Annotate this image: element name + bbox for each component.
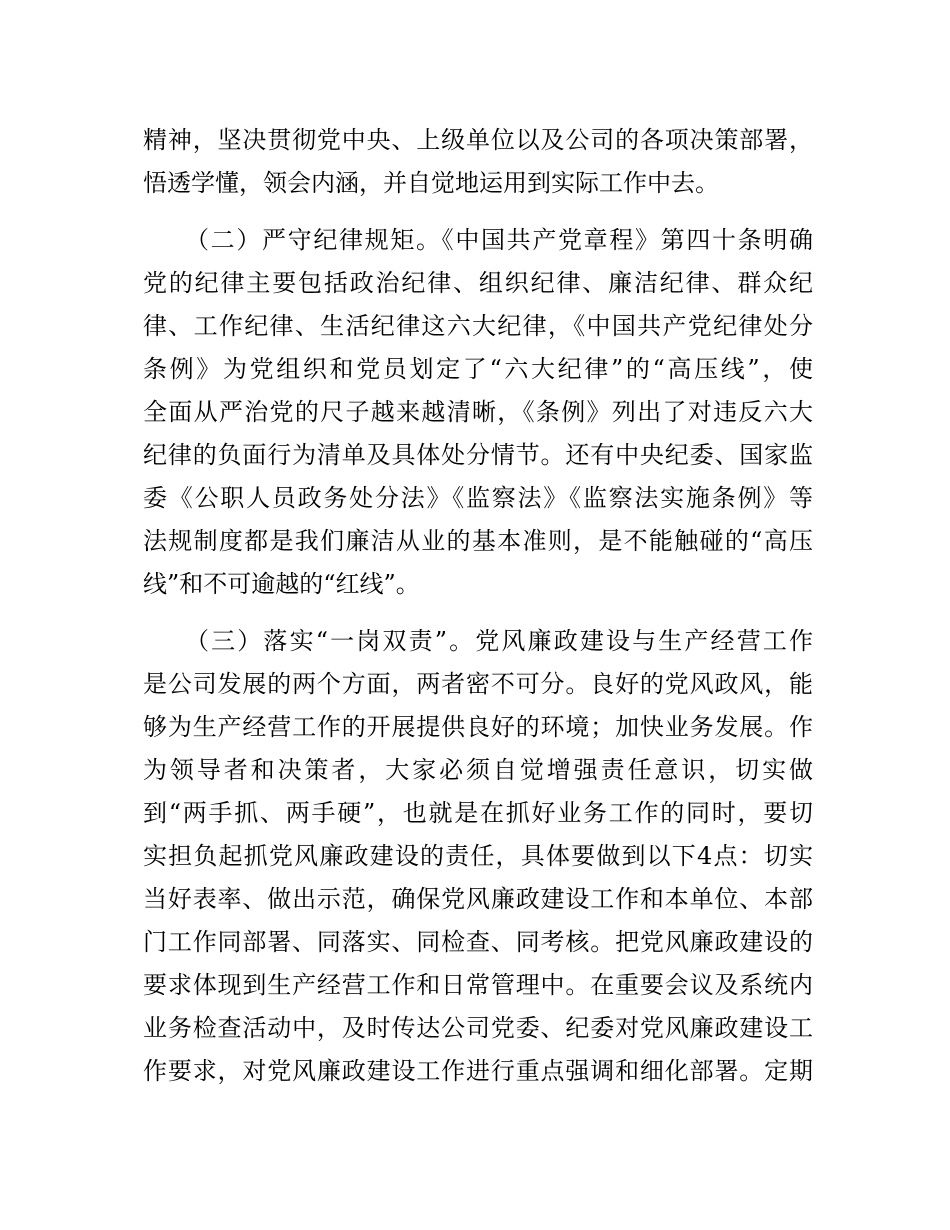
- paragraph-line: 律、工作纪律、生活纪律这六大纪律，《中国共产党纪律处分: [143, 312, 813, 340]
- paragraph-line: 法规制度都是我们廉洁从业的基本准则，是不能触碰的“高压: [143, 527, 813, 555]
- paragraph-line: 当好表率、做出示范，确保党风廉政建设工作和本单位、本部: [143, 885, 813, 913]
- paragraph-line: 够为生产经营工作的开展提供良好的环境；加快业务发展。作: [143, 713, 813, 741]
- paragraph-line: 要求体现到生产经营工作和日常管理中。在重要会议及系统内: [143, 971, 813, 999]
- paragraph-line: 实担负起抓党风廉政建设的责任，具体要做到以下4点：切实: [143, 842, 813, 870]
- paragraph-line: 为领导者和决策者，大家必须自觉增强责任意识，切实做: [143, 756, 813, 784]
- paragraph-line: 委《公职人员政务处分法》《监察法》《监察法实施条例》等: [143, 484, 813, 512]
- paragraph-line: 业务检查活动中，及时传达公司党委、纪委对党风廉政建设工: [143, 1014, 813, 1042]
- paragraph-line: 条例》为党组织和党员划定了“六大纪律”的“高压线”，使: [143, 355, 813, 383]
- section-heading-line: （三）落实“一岗双责”。党风廉政建设与生产经营工作: [185, 627, 813, 655]
- paragraph-line: 门工作同部署、同落实、同检查、同考核。把党风廉政建设的: [143, 928, 813, 956]
- section-heading-line: （二）严守纪律规矩。《中国共产党章程》第四十条明确: [185, 226, 813, 254]
- paragraph-line: 全面从严治党的尺子越来越清晰，《条例》列出了对违反六大: [143, 398, 813, 426]
- paragraph-line: 到“两手抓、两手硬”，也就是在抓好业务工作的同时，要切: [143, 799, 813, 827]
- paragraph-line: 线”和不可逾越的“红线”。: [143, 570, 420, 598]
- paragraph-line: 纪律的负面行为清单及具体处分情节。还有中央纪委、国家监: [143, 441, 813, 469]
- paragraph-line: 作要求，对党风廉政建设工作进行重点强调和细化部署。定期: [143, 1057, 813, 1085]
- paragraph-line: 悟透学懂，领会内涵，并自觉地运用到实际工作中去。: [143, 169, 719, 197]
- paragraph-line: 党的纪律主要包括政治纪律、组织纪律、廉洁纪律、群众纪: [143, 269, 813, 297]
- paragraph-line: 精神，坚决贯彻党中央、上级单位以及公司的各项决策部署，: [143, 126, 813, 154]
- paragraph-line: 是公司发展的两个方面，两者密不可分。良好的党风政风，能: [143, 670, 813, 698]
